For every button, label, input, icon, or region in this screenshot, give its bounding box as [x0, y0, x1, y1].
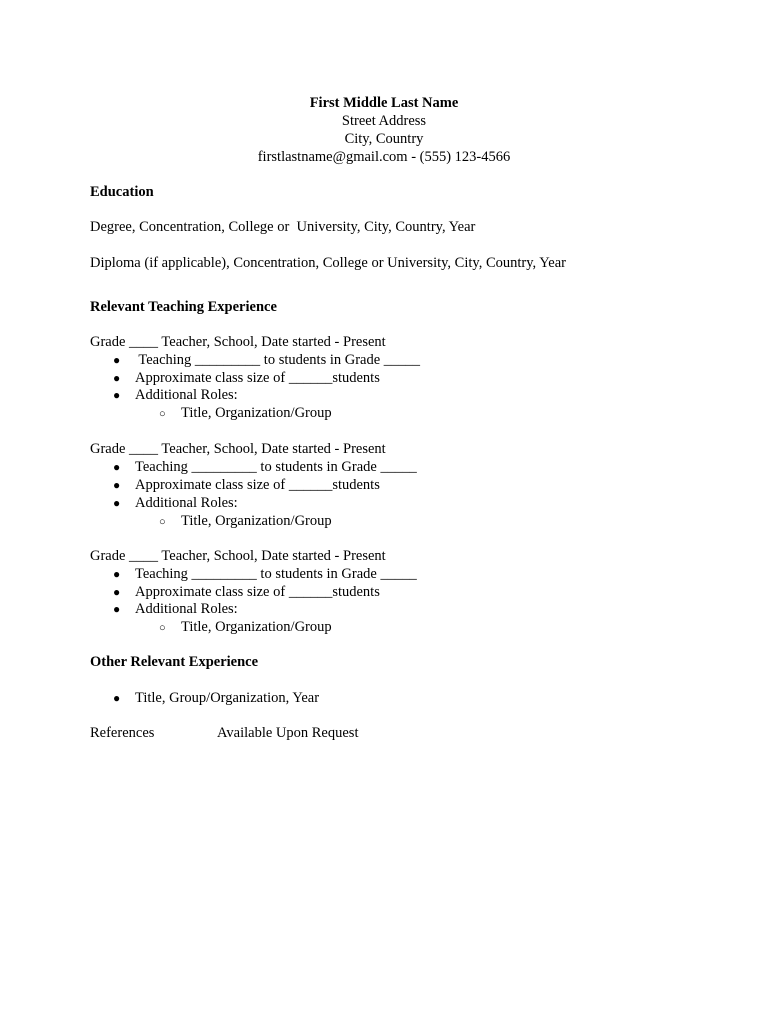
bullet-dot-icon: ●: [113, 478, 121, 492]
city-country: City, Country: [344, 131, 424, 147]
candidate-name: First Middle Last Name: [309, 95, 459, 111]
bullet-dot-icon: ●: [113, 691, 121, 705]
education-entry-diploma: Diploma (if applicable), Concentration, College or University, City, Country, Year: [90, 255, 566, 271]
job-sub-bullet: ○ Title, Organization/Group: [159, 405, 332, 421]
references-value: Available Upon Request: [217, 725, 359, 741]
bullet-dot-icon: ●: [113, 567, 121, 581]
job-bullet: ● Teaching _________ to students in Grade _____: [113, 352, 421, 368]
job-title: Grade ____ Teacher, School, Date started - Present: [90, 548, 386, 564]
job-bullet: ● Additional Roles:: [113, 495, 238, 511]
other-experience-item: ● Title, Group/Organization, Year: [113, 690, 320, 706]
job-bullet: ● Additional Roles:: [113, 601, 238, 617]
job-bullet: ● Approximate class size of ______students: [113, 477, 380, 493]
bullet-dot-icon: ●: [113, 460, 121, 474]
street-address: Street Address: [341, 113, 427, 129]
references-row: [90, 724, 359, 742]
education-entry-degree: Degree, Concentration, College or University, City, Country, Year: [90, 219, 476, 235]
bullet-dot-icon: ●: [113, 496, 121, 510]
bullet-circle-icon: ○: [159, 516, 166, 528]
bullet-dot-icon: ●: [113, 388, 121, 402]
references-label: References: [90, 725, 155, 741]
bullet-circle-icon: ○: [159, 622, 166, 634]
job-bullet: ● Additional Roles:: [113, 387, 238, 403]
contact-line: firstlastname@gmail.com - (555) 123-4566: [257, 149, 511, 165]
job-sub-bullet: ○ Title, Organization/Group: [159, 513, 332, 529]
resume-header: [0, 94, 768, 166]
job-sub-bullet: ○ Title, Organization/Group: [159, 619, 332, 635]
job-bullet: ● Teaching _________ to students in Grade _____: [113, 566, 417, 582]
job-title: Grade ____ Teacher, School, Date started - Present: [90, 441, 386, 457]
bullet-dot-icon: ●: [113, 585, 121, 599]
bullet-dot-icon: ●: [113, 602, 121, 616]
other-experience-heading: Other Relevant Experience: [90, 654, 259, 670]
bullet-circle-icon: ○: [159, 408, 166, 420]
education-heading: Education: [90, 184, 154, 200]
job-bullet: ● Approximate class size of ______students: [113, 370, 380, 386]
job-bullet: ● Teaching _________ to students in Grade _____: [113, 459, 417, 475]
job-title: Grade ____ Teacher, School, Date started - Present: [90, 334, 386, 350]
bullet-dot-icon: ●: [113, 353, 121, 367]
bullet-dot-icon: ●: [113, 371, 121, 385]
teaching-heading: Relevant Teaching Experience: [90, 299, 277, 315]
job-bullet: ● Approximate class size of ______students: [113, 584, 380, 600]
